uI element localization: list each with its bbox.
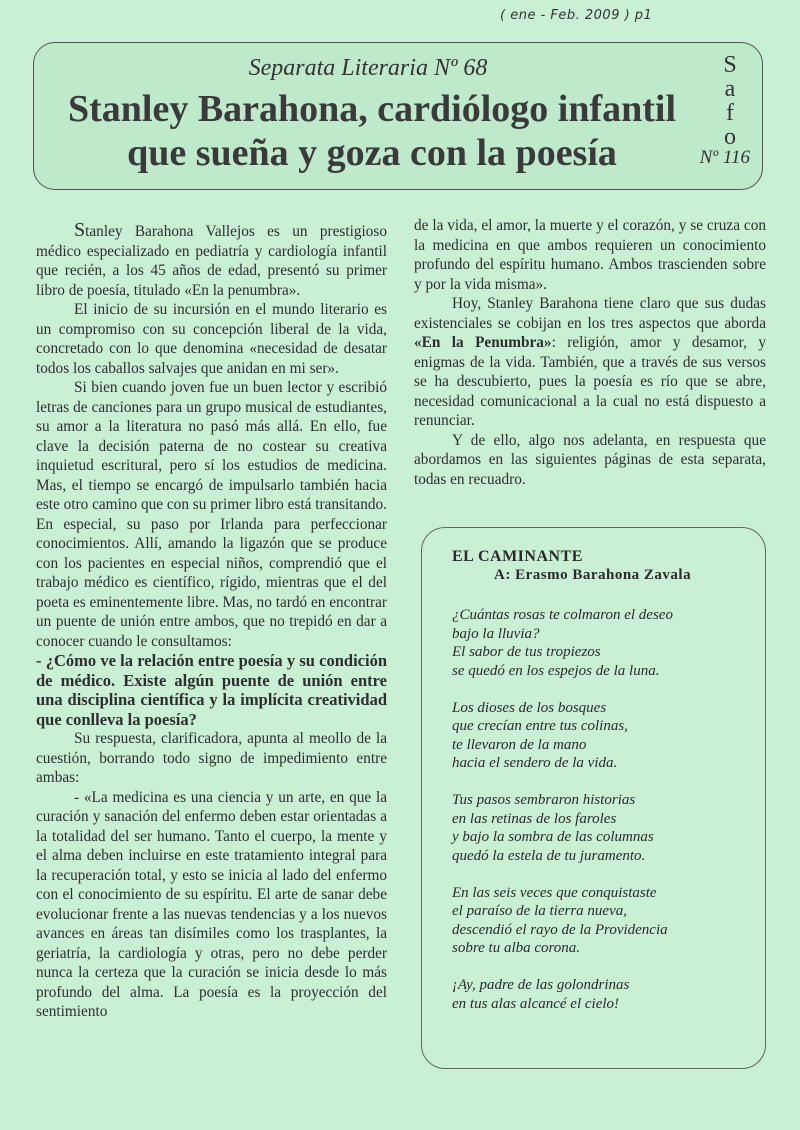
poem-stanza [452, 699, 752, 773]
poem-line: y bajo la sombra de las columnas [452, 829, 654, 845]
poem-line: Los dioses de los bosques [452, 699, 607, 716]
interview-question: - ¿Cómo ve la relación entre poesía y su condición de médico. Existe algún puente de unión entre una disciplina científica y la implícita creatividad que conlleva la poesía? [36, 651, 387, 729]
poem-line: descendió el rayo de la Providencia [452, 921, 668, 938]
book-title: «En la Penumbra» [414, 334, 552, 351]
poem-line: En las seis veces que conquistaste [452, 884, 657, 901]
article-paragraph: Si bien cuando joven fue un buen lector y escribió letras de canciones para un grupo musical de estudiantes, su amor a la literatura no pasó más allá. En ello, fue clave la decisión paterna de no costear su creativa inquietud escritural, pero sí los estudios de medicina. Mas, el tiempo se encargó de impulsarlo también hacia este otro camino que con su primer libro está transitando. En especial, su paso por Irlanda para perfeccionar conocimientos. Allí, amando la ligazón que se produce con los pacientes en especial niños, comprendió que el trabajo médico es científico, rígido, mientras que el del poeta es eminentemente libre. Mas, no tardó en encontrar un puente de unión entre ambos, que no trepidó en dar a conocer cuando le consultamos: [36, 379, 387, 650]
poem-dedication: A: Erasmo Barahona Zavala [494, 567, 692, 583]
poem-line: que crecían entre tus colinas, [452, 718, 628, 734]
article-paragraph: El inicio de su incursión en el mundo literario es un compromiso con su concepción liberal de la vida, concretado con lo que denomina «necesidad de desatar todos los caballos salvajes que anidan en mi ser». [36, 301, 387, 377]
poem-box [421, 527, 766, 1069]
poem-line: ¡Ay, padre de las golondrinas [452, 977, 630, 993]
article-paragraph: Y de ello, algo nos adelanta, en respuesta que abordamos en las siguientes páginas de esta separata, todas en recuadro. [414, 431, 766, 488]
poem-stanza [452, 791, 752, 865]
issue-number: Nº 116 [699, 147, 750, 168]
poem-line: sobre tu alba corona. [452, 940, 581, 956]
handwritten-date-note: ( ene - Feb. 2009 ) p1 [500, 8, 653, 23]
poem-line: hacia el sendero de la vida. [452, 755, 618, 771]
article-paragraph: - «La medicina es una ciencia y un arte, en que la curación y sanación del enfermo deben estar orientadas a la totalidad del ser humano. Tanto el cuerpo, la mente y el alma deben incluirse en este tratamiento integral para la recuperación total, y esto se inicia al lado del enfermo con el conocimiento de su espíritu. El arte de sanar debe evolucionar frente a las nuevas tendencias y a los nuevos avances en áreas tan disímiles como los trasplantes, la geriatría, la cardiología y otras, pero no debe perder nunca la certeza que la curación se inicia desde lo más profundo del alma. La poesía es la proyección del sentimiento [36, 788, 387, 1020]
safo-letter: f [726, 100, 734, 126]
drop-cap: S [74, 219, 86, 241]
poem-stanza [452, 976, 752, 1013]
poem-title: EL CAMINANTE [452, 548, 583, 565]
poem-body [452, 606, 752, 1032]
article-right-column [414, 216, 766, 489]
poem-stanza [452, 884, 752, 958]
article-paragraph: de la vida, el amor, la muerte y el corazón, y se cruza con la medicina en que ambos requieren un conocimiento profundo del espíritu humano. Ambos trascienden sobre y por la vida misma». [414, 217, 766, 293]
poem-line: se quedó en los espejos de la luna. [452, 662, 660, 679]
poem-line: bajo la lluvia? [452, 625, 540, 642]
safo-letter: S [723, 52, 737, 78]
title-line-1: Stanley Barahona, cardiólogo infantil [67, 88, 677, 130]
poem-line: el paraíso de la tierra nueva, [452, 903, 627, 919]
page-title [42, 87, 702, 175]
poem-line: en las retinas de los faroles [452, 810, 617, 827]
article-paragraph: Stanley Barahona Vallejos es un prestigioso médico especializado en pediatría y cardiología infantil que recién, a los 45 años de edad, presentó su primer libro de poesía, titulado «En la penumbra». [36, 219, 387, 299]
separata-label: Separata Literaria Nº 68 [248, 55, 488, 81]
safo-vertical-logo [712, 53, 748, 149]
article-paragraph: Su respuesta, clarificadora, apunta al meollo de la cuestión, borrando todo signo de impedimiento entre ambas: [36, 730, 387, 786]
header-banner [33, 42, 763, 190]
poem-line: Tus pasos sembraron historias [452, 792, 636, 808]
poem-line: en tus alas alcancé el cielo! [452, 995, 620, 1012]
poem-stanza [452, 606, 752, 680]
poem-line: quedó la estela de tu juramento. [452, 847, 646, 864]
article-paragraph: Hoy, Stanley Barahona tiene claro que sus dudas existenciales se cobijan en los tres aspectos que aborda «En la Penumbra»: religión, amor y desamor, y enigmas de la vida. También, que a través de sus versos se ha descubierto, pues la poesía es río que se abre, necesidad comunicacional a la cual no está dispuesto a renunciar. [414, 295, 766, 429]
poem-line: te llevaron de la mano [452, 736, 587, 753]
poem-line: El sabor de tus tropiezos [452, 644, 601, 660]
poem-line: ¿Cuántas rosas te colmaron el deseo [452, 607, 673, 623]
safo-letter: o [724, 124, 736, 150]
title-line-2: que sueña y goza con la poesía [127, 132, 617, 174]
safo-letter: a [724, 76, 736, 102]
article-left-column [36, 221, 387, 1022]
